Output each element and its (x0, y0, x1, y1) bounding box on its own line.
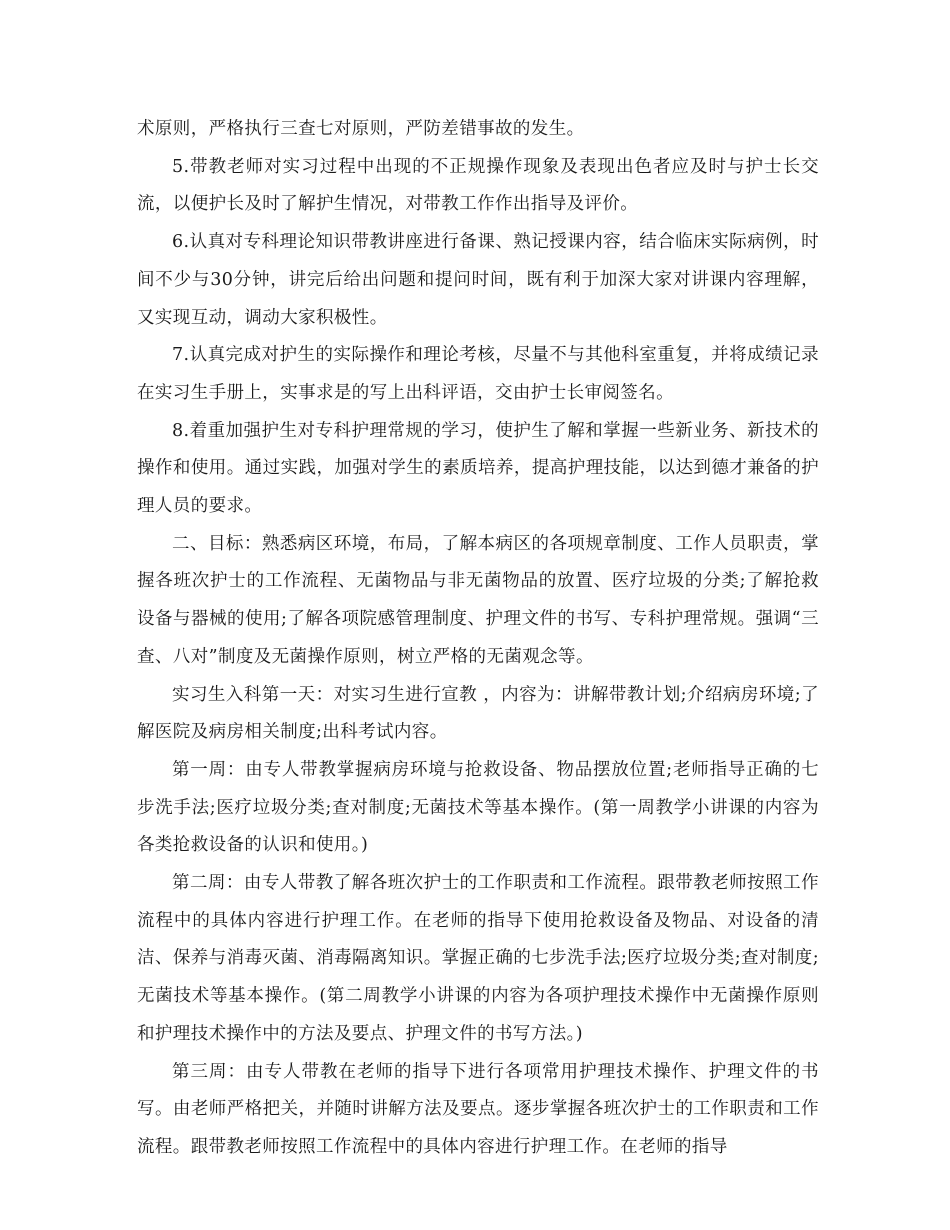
paragraph-continuation: 术原则，严格执行三查七对原则，严防差错事故的发生。 (137, 119, 585, 139)
paragraph-week-3: 第三周：由专人带教在老师的指导下进行各项常用护理技术操作、护理文件的书写。由老师严格把关，并随时讲解方法及要点。逐步掌握各班次护士的工作职责和工作流程。跟带教老师按照工作流程中的具体内容进行护理工作。在老师的指导 (137, 1061, 819, 1157)
paragraph-section-goals: 二、目标：熟悉病区环境，布局，了解本病区的各项规章制度、工作人员职责，掌握各班次护士的工作流程、无菌物品与非无菌物品的放置、医疗垃圾的分类;了解抢救设备与器械的使用;了解各项院感管理制度、护理文件的书写、专科护理常规。强调“三查、八对”制度及无菌操作原则，树立严格的无菌观念等。 (137, 533, 819, 667)
paragraph-item-7: 7.认真完成对护生的实际操作和理论考核，尽量不与其他科室重复，并将成绩记录在实习生手册上，实事求是的写上出科评语，交由护士长审阅签名。 (137, 345, 819, 403)
paragraph-item-5: 5.带教老师对实习过程中出现的不正规操作现象及表现出色者应及时与护士长交流，以便护长及时了解护生情况，对带教工作作出指导及评价。 (137, 156, 819, 215)
paragraph-week-2: 第二周：由专人带教了解各班次护士的工作职责和工作流程。跟带教老师按照工作流程中的具体内容进行护理工作。在老师的指导下使用抢救设备及物品、对设备的清洁、保养与消毒灭菌、消毒隔离知识。掌握正确的七步洗手法;医疗垃圾分类;查对制度;无菌技术等基本操作。(第二周教学小讲课的内容为各项护理技术操作中无菌操作原则和护理技术操作中的方法及要点、护理文件的书写方法。) (137, 873, 819, 1044)
paragraph-first-day: 实习生入科第一天：对实习生进行宣教 ，内容为：讲解带教计划;介绍病房环境;了解医院及病房相关制度;出科考试内容。 (137, 684, 819, 743)
document-body (137, 111, 819, 1167)
paragraph-item-8: 8.着重加强护生对专科护理常规的学习，使护生了解和掌握一些新业务、新技术的操作和使用。通过实践，加强对学生的素质培养，提高护理技能，以达到德才兼备的护理人员的要求。 (137, 420, 819, 517)
paragraph-week-1: 第一周：由专人带教掌握病房环境与抢救设备、物品摆放位置;老师指导正确的七步洗手法;医疗垃圾分类;查对制度;无菌技术等基本操作。(第一周教学小讲课的内容为各类抢救设备的认识和使用。) (137, 759, 819, 856)
paragraph-item-6: 6.认真对专科理论知识带教讲座进行备课、熟记授课内容，结合临床实际病例，时间不少与30分钟，讲完后给出问题和提问时间，既有利于加深大家对讲课内容理解，又实现互动，调动大家积极性。 (137, 232, 819, 328)
